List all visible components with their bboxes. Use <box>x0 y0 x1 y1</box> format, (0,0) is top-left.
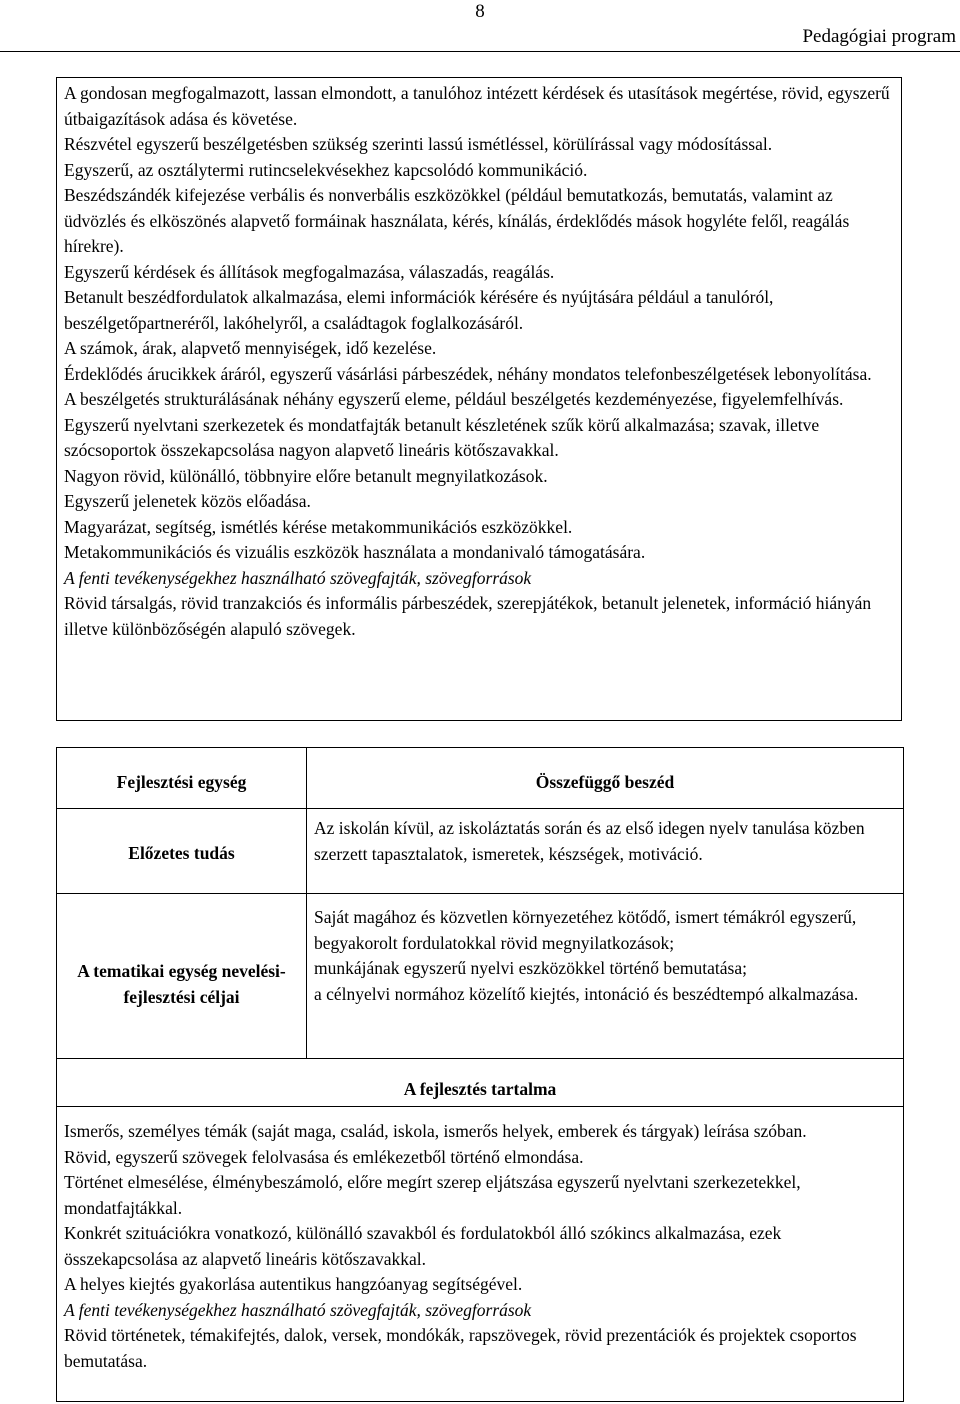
activities-text-box <box>56 77 902 721</box>
content-text <box>64 1119 899 1374</box>
activity-line: Érdeklődés árucikkek áráról, egyszerű vásárlási párbeszédek, néhány mondatos telefonbeszélgetések lebonyolítása. <box>64 363 872 384</box>
unit-value: Összefüggő beszéd <box>535 772 675 792</box>
activity-line: A beszélgetés strukturálásának néhány egyszerű eleme, például beszélgetés kezdeményezése, figyelemfelhívás. <box>64 389 844 409</box>
row-divider <box>57 808 903 809</box>
header-divider <box>0 51 960 52</box>
goal-line: Saját magához és közvetlen környezetéhez kötődő, ismert témákról egyszerű, begyakorolt fordulatokkal rövid megnyilatkozások; <box>314 907 857 953</box>
goals-label: A tematikai egység nevelési-fejlesztési céljai <box>77 961 286 1007</box>
activity-line: A gondosan megfogalmazott, lassan elmondott, a tanulóhoz intézett kérdések és utasítások megértése, rövid, egyszerű útbaigazítások adása és követése. <box>64 83 890 129</box>
running-header-title: Pedagógiai program <box>802 26 956 47</box>
goal-line: a célnyelvi normához közelítő kiejtés, intonáció és beszédtempó alkalmazása. <box>314 983 859 1004</box>
activity-line: Betanult beszédfordulatok alkalmazása, elemi információk kérésére és nyújtására például a tanulóról, beszélgetőpartneréről, lakóhelyről, a családtagok foglalkozásáról. <box>64 287 774 333</box>
content-line: Történet elmesélése, élménybeszámoló, előre megírt szerep eljátszása egyszerű nyelvtani szerkezetekkel, mondatfajtákkal. <box>64 1172 801 1218</box>
goals-text <box>314 905 899 1007</box>
activity-line: A számok, árak, alapvető mennyiségek, idő kezelése. <box>64 338 437 358</box>
goal-line: munkájának egyszerű nyelvi eszközökkel történő bemutatása; <box>314 958 747 978</box>
activity-line: Egyszerű kérdések és állítások megfogalmazása, válaszadás, reagálás. <box>64 261 555 282</box>
content-line: A helyes kiejtés gyakorlása autentikus hangzóanyag segítségével. <box>64 1274 523 1294</box>
row-divider <box>57 1106 903 1107</box>
content-text-types-heading: A fenti tevékenységekhez használható szövegfajták, szövegforrások <box>64 1299 532 1320</box>
activity-line: Beszédszándék kifejezése verbális és nonverbális eszközökkel (például bemutatkozás, bemutatás, valamint az üdvözlés és elköszönés alapvető formáinak használata, kérés, kínálás, érdeklődés mások hogyléte felől, reagálás hírekre). <box>64 185 850 256</box>
unit-label: Fejlesztési egység <box>116 772 247 792</box>
activity-line: Egyszerű, az osztálytermi rutincselekvésekhez kapcsolódó kommunikáció. <box>64 159 588 180</box>
content-line: Konkrét szituációkra vonatkozó, különálló szavakból és fordulatokból álló szókincs alkalmazása, ezek összekapcsolása az alapvető lineáris kötőszavakkal. <box>64 1223 782 1269</box>
content-line: Rövid, egyszerű szövegek felolvasása és emlékezetből történő elmondása. <box>64 1146 584 1167</box>
content-text-types-list: Rövid történetek, témakifejtés, dalok, versek, mondókák, rapszövegek, rövid prezentációk és projektek csoportos bemutatása. <box>64 1325 857 1371</box>
text-types-list: Rövid társalgás, rövid tranzakciós és informális párbeszédek, szerepjátékok, betanult jelenetek, információ hiányán illetve különbözőségén alapuló szövegek. <box>64 593 872 639</box>
activity-line: Egyszerű jelenetek közös előadása. <box>64 491 311 511</box>
row-divider <box>57 1058 903 1059</box>
prior-knowledge-label: Előzetes tudás <box>128 843 235 863</box>
activity-line: Magyarázat, segítség, ismétlés kérése metakommunikációs eszközökkel. <box>64 516 573 537</box>
text-types-heading: A fenti tevékenységekhez használható szövegfajták, szövegforrások <box>64 567 532 588</box>
page-number: 8 <box>475 1 485 22</box>
content-line: Ismerős, személyes témák (saját maga, család, iskola, ismerős helyek, emberek és tárgyak) leírása szóban. <box>64 1121 807 1141</box>
content-heading: A fejlesztés tartalma <box>403 1079 557 1099</box>
activity-line: Egyszerű nyelvtani szerkezetek és mondatfajták betanult készletének szűk körű alkalmazása; szavak, illetve szócsoportok összekapcsolása nagyon alapvető lineáris kötőszavakkal. <box>64 414 820 460</box>
row-divider <box>57 893 903 894</box>
development-unit-table <box>56 747 904 1402</box>
activity-line: Nagyon rövid, különálló, többnyire előre betanult megnyilatkozások. <box>64 465 548 486</box>
prior-knowledge-text: Az iskolán kívül, az iskoláztatás során és az első idegen nyelv tanulása közben szerzett tapasztalatok, ismeretek, készségek, motiváció. <box>314 818 865 864</box>
activity-line: Részvétel egyszerű beszélgetésben szükség szerinti lassú ismétléssel, körülírással vagy módosítással. <box>64 134 773 154</box>
activity-line: Metakommunikációs és vizuális eszközök használata a mondanivaló támogatására. <box>64 542 646 562</box>
